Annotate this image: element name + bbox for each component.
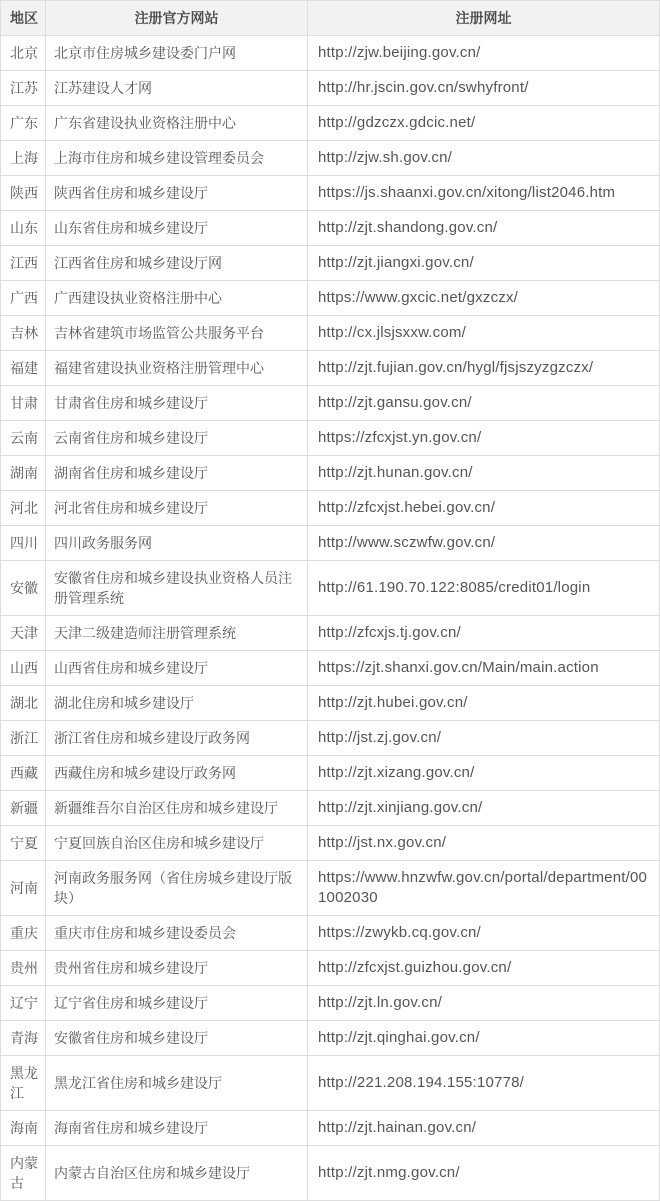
site-cell: 四川政务服务网 xyxy=(46,526,308,561)
table-row xyxy=(1,616,660,651)
url-cell: http://zfcxjst.guizhou.gov.cn/ xyxy=(308,951,660,986)
url-cell: http://gdzczx.gdcic.net/ xyxy=(308,106,660,141)
url-cell: http://zjt.hunan.gov.cn/ xyxy=(308,456,660,491)
table-row xyxy=(1,351,660,386)
region-cell: 河南 xyxy=(1,861,46,916)
table-row xyxy=(1,246,660,281)
site-cell: 内蒙古自治区住房和城乡建设厅 xyxy=(46,1146,308,1201)
region-cell: 内蒙古 xyxy=(1,1146,46,1201)
site-cell: 宁夏回族自治区住房和城乡建设厅 xyxy=(46,826,308,861)
table-row xyxy=(1,1111,660,1146)
url-cell: https://zjt.shanxi.gov.cn/Main/main.action xyxy=(308,651,660,686)
site-cell: 河北省住房和城乡建设厅 xyxy=(46,491,308,526)
table-row xyxy=(1,986,660,1021)
site-cell: 吉林省建筑市场监管公共服务平台 xyxy=(46,316,308,351)
table-row xyxy=(1,791,660,826)
url-cell: http://zjt.qinghai.gov.cn/ xyxy=(308,1021,660,1056)
site-cell: 广西建设执业资格注册中心 xyxy=(46,281,308,316)
region-cell: 江西 xyxy=(1,246,46,281)
region-cell: 贵州 xyxy=(1,951,46,986)
region-cell: 西藏 xyxy=(1,756,46,791)
site-cell: 山东省住房和城乡建设厅 xyxy=(46,211,308,246)
site-cell: 福建省建设执业资格注册管理中心 xyxy=(46,351,308,386)
region-cell: 宁夏 xyxy=(1,826,46,861)
url-cell: https://www.hnzwfw.gov.cn/portal/department/001002030 xyxy=(308,861,660,916)
site-cell: 甘肃省住房和城乡建设厅 xyxy=(46,386,308,421)
table-row xyxy=(1,756,660,791)
url-cell: http://zjw.sh.gov.cn/ xyxy=(308,141,660,176)
site-cell: 河南政务服务网（省住房城乡建设厅版块） xyxy=(46,861,308,916)
region-cell: 青海 xyxy=(1,1021,46,1056)
url-cell: http://221.208.194.155:10778/ xyxy=(308,1056,660,1111)
region-cell: 陕西 xyxy=(1,176,46,211)
site-cell: 广东省建设执业资格注册中心 xyxy=(46,106,308,141)
table-row xyxy=(1,951,660,986)
table-row xyxy=(1,421,660,456)
site-cell: 安徽省住房和城乡建设执业资格人员注册管理系统 xyxy=(46,561,308,616)
region-cell: 浙江 xyxy=(1,721,46,756)
url-cell: http://61.190.70.122:8085/credit01/login xyxy=(308,561,660,616)
region-cell: 新疆 xyxy=(1,791,46,826)
header-registration-url: 注册网址 xyxy=(308,1,660,36)
region-cell: 天津 xyxy=(1,616,46,651)
region-cell: 甘肃 xyxy=(1,386,46,421)
site-cell: 江西省住房和城乡建设厅网 xyxy=(46,246,308,281)
region-cell: 江苏 xyxy=(1,71,46,106)
site-cell: 贵州省住房和城乡建设厅 xyxy=(46,951,308,986)
table-row xyxy=(1,456,660,491)
site-cell: 上海市住房和城乡建设管理委员会 xyxy=(46,141,308,176)
region-cell: 吉林 xyxy=(1,316,46,351)
region-cell: 上海 xyxy=(1,141,46,176)
region-cell: 辽宁 xyxy=(1,986,46,1021)
table-row xyxy=(1,826,660,861)
table-row xyxy=(1,1146,660,1201)
url-cell: http://zjt.xizang.gov.cn/ xyxy=(308,756,660,791)
table-row xyxy=(1,176,660,211)
url-cell: http://zjw.beijing.gov.cn/ xyxy=(308,36,660,71)
site-cell: 北京市住房城乡建设委门户网 xyxy=(46,36,308,71)
table-row xyxy=(1,721,660,756)
table-row xyxy=(1,141,660,176)
url-cell: http://zjt.ln.gov.cn/ xyxy=(308,986,660,1021)
url-cell: http://zjt.gansu.gov.cn/ xyxy=(308,386,660,421)
table-row xyxy=(1,211,660,246)
region-cell: 山东 xyxy=(1,211,46,246)
region-cell: 重庆 xyxy=(1,916,46,951)
url-cell: http://zjt.hubei.gov.cn/ xyxy=(308,686,660,721)
url-cell: http://zjt.fujian.gov.cn/hygl/fjsjszyzgzczx/ xyxy=(308,351,660,386)
table-row xyxy=(1,106,660,141)
url-cell: http://hr.jscin.gov.cn/swhyfront/ xyxy=(308,71,660,106)
url-cell: https://www.gxcic.net/gxzczx/ xyxy=(308,281,660,316)
site-cell: 西藏住房和城乡建设厅政务网 xyxy=(46,756,308,791)
table-row xyxy=(1,561,660,616)
table-row xyxy=(1,36,660,71)
table-row xyxy=(1,916,660,951)
region-cell: 黑龙江 xyxy=(1,1056,46,1111)
url-cell: http://zfcxjst.hebei.gov.cn/ xyxy=(308,491,660,526)
url-cell: https://zfcxjst.yn.gov.cn/ xyxy=(308,421,660,456)
url-cell: http://www.sczwfw.gov.cn/ xyxy=(308,526,660,561)
table-row xyxy=(1,861,660,916)
region-cell: 湖北 xyxy=(1,686,46,721)
header-region: 地区 xyxy=(1,1,46,36)
url-cell: http://jst.zj.gov.cn/ xyxy=(308,721,660,756)
site-cell: 江苏建设人才网 xyxy=(46,71,308,106)
site-cell: 安徽省住房和城乡建设厅 xyxy=(46,1021,308,1056)
region-cell: 福建 xyxy=(1,351,46,386)
site-cell: 陕西省住房和城乡建设厅 xyxy=(46,176,308,211)
url-cell: http://zfcxjs.tj.gov.cn/ xyxy=(308,616,660,651)
table-row xyxy=(1,1021,660,1056)
site-cell: 湖南省住房和城乡建设厅 xyxy=(46,456,308,491)
table-row xyxy=(1,491,660,526)
region-cell: 广东 xyxy=(1,106,46,141)
site-cell: 湖北住房和城乡建设厅 xyxy=(46,686,308,721)
table-row xyxy=(1,281,660,316)
table-row xyxy=(1,686,660,721)
site-cell: 云南省住房和城乡建设厅 xyxy=(46,421,308,456)
url-cell: http://zjt.nmg.gov.cn/ xyxy=(308,1146,660,1201)
table-row xyxy=(1,526,660,561)
table-body xyxy=(1,36,660,1201)
url-cell: http://zjt.xinjiang.gov.cn/ xyxy=(308,791,660,826)
url-cell: http://jst.nx.gov.cn/ xyxy=(308,826,660,861)
url-cell: http://zjt.shandong.gov.cn/ xyxy=(308,211,660,246)
region-cell: 安徽 xyxy=(1,561,46,616)
url-cell: http://zjt.jiangxi.gov.cn/ xyxy=(308,246,660,281)
url-cell: https://js.shaanxi.gov.cn/xitong/list2046.htm xyxy=(308,176,660,211)
region-cell: 广西 xyxy=(1,281,46,316)
region-cell: 山西 xyxy=(1,651,46,686)
region-cell: 北京 xyxy=(1,36,46,71)
site-cell: 山西省住房和城乡建设厅 xyxy=(46,651,308,686)
header-official-site: 注册官方网站 xyxy=(46,1,308,36)
url-cell: https://zwykb.cq.gov.cn/ xyxy=(308,916,660,951)
table-row xyxy=(1,651,660,686)
table-row xyxy=(1,71,660,106)
site-cell: 海南省住房和城乡建设厅 xyxy=(46,1111,308,1146)
region-cell: 云南 xyxy=(1,421,46,456)
url-cell: http://cx.jlsjsxxw.com/ xyxy=(308,316,660,351)
site-cell: 辽宁省住房和城乡建设厅 xyxy=(46,986,308,1021)
table-row xyxy=(1,1056,660,1111)
header-row xyxy=(1,1,660,36)
region-cell: 海南 xyxy=(1,1111,46,1146)
region-cell: 河北 xyxy=(1,491,46,526)
region-cell: 四川 xyxy=(1,526,46,561)
site-cell: 天津二级建造师注册管理系统 xyxy=(46,616,308,651)
site-cell: 重庆市住房和城乡建设委员会 xyxy=(46,916,308,951)
site-cell: 黑龙江省住房和城乡建设厅 xyxy=(46,1056,308,1111)
table-row xyxy=(1,386,660,421)
site-cell: 新疆维吾尔自治区住房和城乡建设厅 xyxy=(46,791,308,826)
table-row xyxy=(1,316,660,351)
region-cell: 湖南 xyxy=(1,456,46,491)
url-cell: http://zjt.hainan.gov.cn/ xyxy=(308,1111,660,1146)
site-cell: 浙江省住房和城乡建设厅政务网 xyxy=(46,721,308,756)
